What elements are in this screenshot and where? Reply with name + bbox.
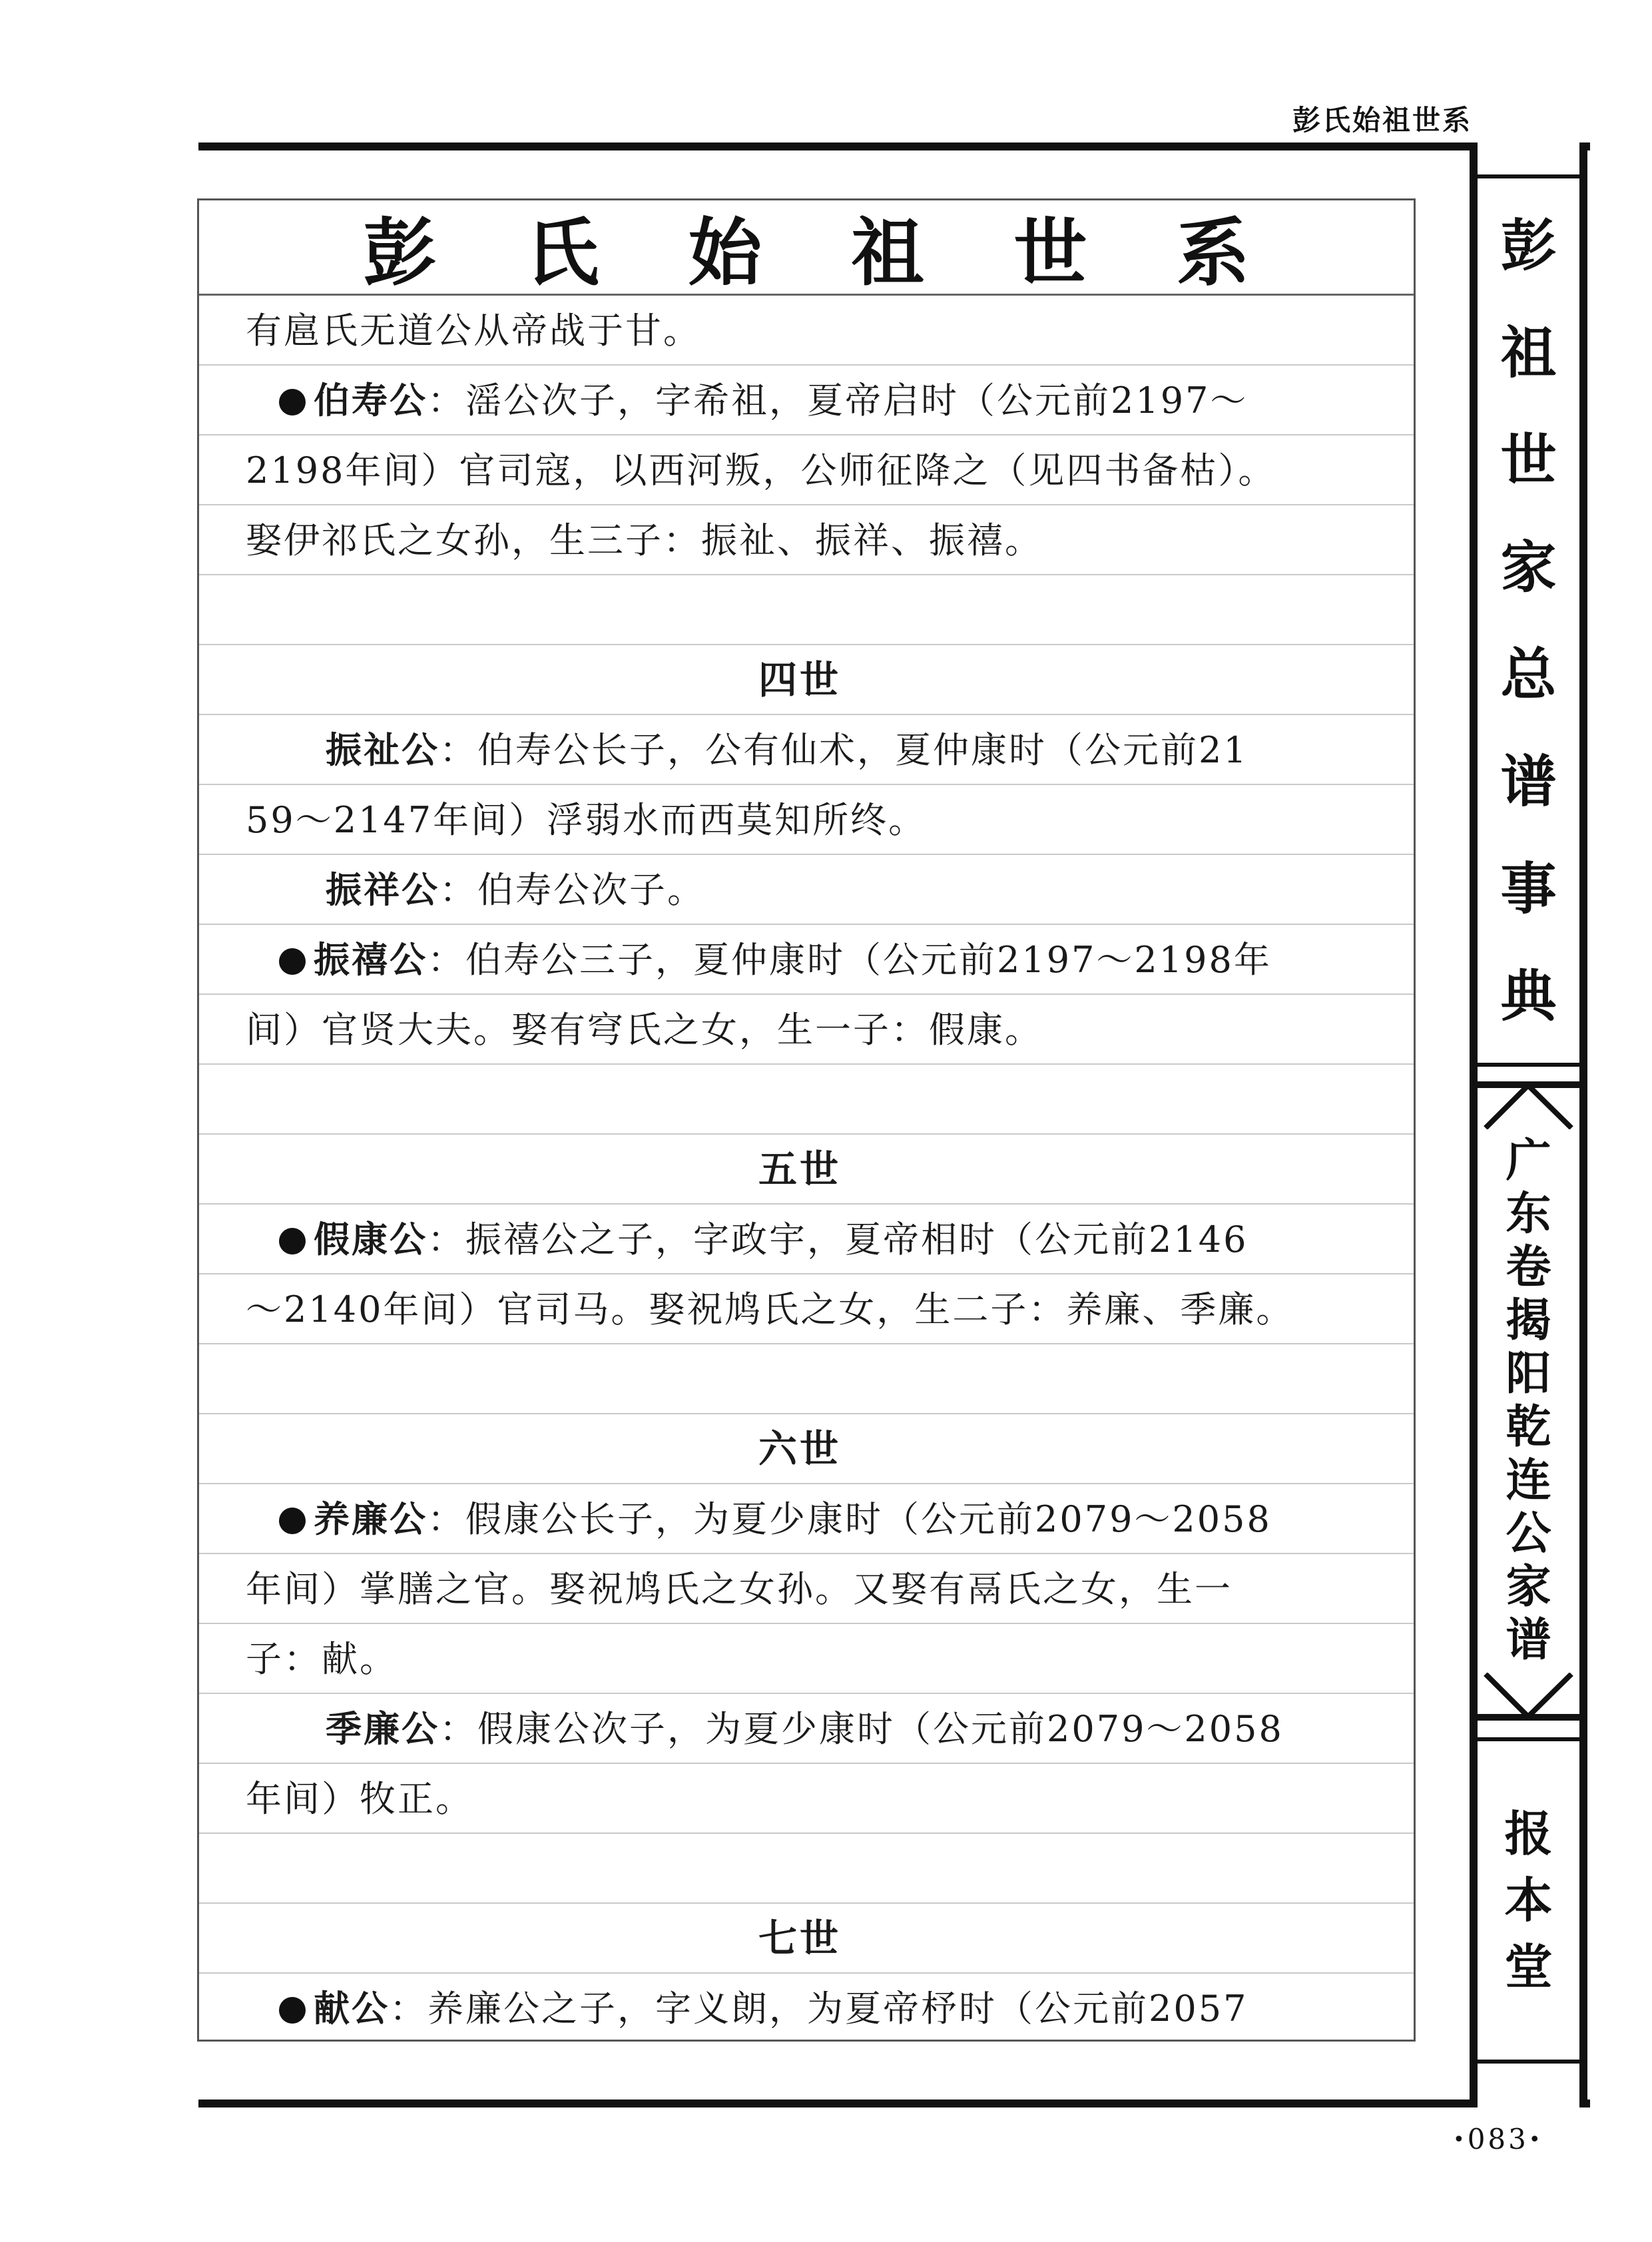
line-text: ：养廉公之子，字义朗，为夏帝杼时（公元前2057 <box>390 1988 1248 2030</box>
text-line <box>199 715 1414 785</box>
bullet-icon <box>279 1508 306 1534</box>
chevron-bottom-ornament <box>1483 1673 1574 1719</box>
vertical-char: 卷 <box>1506 1241 1551 1294</box>
line-text: 2198年间）官司寇，以西河叛，公师征降之（见四书备枯）。 <box>246 449 1276 491</box>
text-line <box>199 1554 1414 1624</box>
line-text: 四世 <box>758 657 841 702</box>
bottom-rule <box>198 2100 1590 2107</box>
vertical-char: 总 <box>1500 641 1557 707</box>
text-line <box>199 1205 1414 1274</box>
line-text: ：伯寿公长子，公有仙术，夏仲康时（公元前21 <box>439 729 1248 771</box>
text-line <box>199 435 1414 505</box>
vertical-char: 本 <box>1504 1872 1553 1928</box>
text-line <box>199 995 1414 1065</box>
line-text: 有扈氏无道公从帝战于甘。 <box>246 310 701 352</box>
line-text: ：振禧公之子，字政宇，夏帝相时（公元前2146 <box>427 1219 1248 1261</box>
text-line <box>199 1974 1414 2042</box>
line-text: 间）官贤大夫。娶有穹氏之女，生一子：假康。 <box>246 1009 1043 1051</box>
text-line <box>199 296 1414 366</box>
bullet-icon <box>279 1997 306 2024</box>
vertical-char: 公 <box>1506 1508 1551 1560</box>
vertical-char: 典 <box>1500 963 1557 1029</box>
text-line <box>199 925 1414 995</box>
bullet-icon <box>279 1228 306 1255</box>
vertical-char: 世 <box>1500 427 1557 493</box>
volume-title-vertical <box>1478 1081 1579 1721</box>
blank-line <box>199 1065 1414 1135</box>
vertical-char: 揭 <box>1506 1294 1551 1347</box>
line-text: ：假康公长子，为夏少康时（公元前2079～2058 <box>427 1498 1272 1540</box>
line-text: 六世 <box>758 1426 841 1472</box>
hall-name-vertical <box>1478 1737 1579 2064</box>
ancestor-name: 振禧公 <box>314 938 427 981</box>
vertical-char: 家 <box>1500 534 1557 600</box>
line-text: 年间）掌膳之官。娶祝鸠氏之女孙。又娶有鬲氏之女，生一 <box>246 1568 1233 1610</box>
vertical-char: 广 <box>1506 1135 1551 1187</box>
text-line <box>199 1764 1414 1834</box>
page-number-value: 083 <box>1467 2123 1529 2155</box>
vertical-char: 东 <box>1506 1188 1551 1241</box>
top-rule <box>198 142 1590 150</box>
text-body <box>199 296 1414 2040</box>
line-text: 子：献。 <box>246 1638 398 1680</box>
ancestor-name: 假康公 <box>314 1218 427 1261</box>
text-line <box>199 1484 1414 1554</box>
vertical-char: 事 <box>1500 856 1557 922</box>
line-text: 五世 <box>758 1147 841 1192</box>
vertical-char: 连 <box>1506 1454 1551 1507</box>
line-text: ：滛公次子，字希祖，夏帝启时（公元前2197～ <box>427 380 1248 421</box>
vertical-char: 彭 <box>1500 212 1557 278</box>
page-number: •083• <box>1453 2123 1543 2155</box>
bullet-icon <box>279 389 306 416</box>
text-line <box>199 366 1414 435</box>
line-text: 娶伊祁氏之女孙，生三子：振祉、振祥、振禧。 <box>246 519 1043 561</box>
line-text: ：假康公次子，为夏少康时（公元前2079～2058 <box>439 1708 1284 1750</box>
ancestor-name: 季廉公 <box>326 1707 439 1750</box>
vertical-char: 祖 <box>1500 320 1557 386</box>
blank-line <box>199 1834 1414 1904</box>
ancestor-name: 养廉公 <box>314 1498 427 1540</box>
text-line <box>199 505 1414 575</box>
book-title-vertical <box>1478 174 1579 1067</box>
text-line <box>199 1694 1414 1764</box>
blank-line <box>199 1344 1414 1414</box>
text-line <box>199 1624 1414 1694</box>
generation-heading <box>199 1414 1414 1484</box>
generation-heading <box>199 1135 1414 1205</box>
vertical-char: 谱 <box>1506 1614 1551 1667</box>
vertical-char: 家 <box>1506 1561 1551 1613</box>
vertical-char: 报 <box>1504 1806 1553 1862</box>
line-text: 年间）牧正。 <box>246 1778 473 1820</box>
blank-line <box>199 575 1414 645</box>
line-text: ：伯寿公三子，夏仲康时（公元前2197～2198年 <box>427 939 1272 981</box>
content-panel <box>197 198 1416 2042</box>
ancestor-name: 振祥公 <box>326 868 439 911</box>
vertical-char: 阳 <box>1506 1348 1551 1400</box>
vertical-char: 乾 <box>1506 1401 1551 1454</box>
generation-heading <box>199 1904 1414 1974</box>
panel-title: 彭 氏 始 祖 世 系 <box>199 200 1414 296</box>
line-text: ～2140年间）官司马。娶祝鸠氏之女，生二子：养廉、季廉。 <box>246 1288 1294 1330</box>
ancestor-name: 振祉公 <box>326 728 439 771</box>
side-tab <box>1470 142 1587 2107</box>
vertical-char: 谱 <box>1500 748 1557 814</box>
text-line <box>199 1274 1414 1344</box>
vertical-char: 堂 <box>1504 1939 1553 1995</box>
line-text: ：伯寿公次子。 <box>439 869 705 911</box>
bullet-icon <box>279 948 306 975</box>
ancestor-name: 伯寿公 <box>314 379 427 421</box>
generation-heading <box>199 645 1414 715</box>
text-line <box>199 785 1414 855</box>
text-line <box>199 855 1414 925</box>
running-header: 彭氏始祖世系 <box>1292 104 1472 137</box>
line-text: 七世 <box>758 1916 841 1961</box>
ancestor-name: 献公 <box>314 1987 390 2030</box>
line-text: 59～2147年间）浮弱水而西莫知所终。 <box>246 799 927 841</box>
